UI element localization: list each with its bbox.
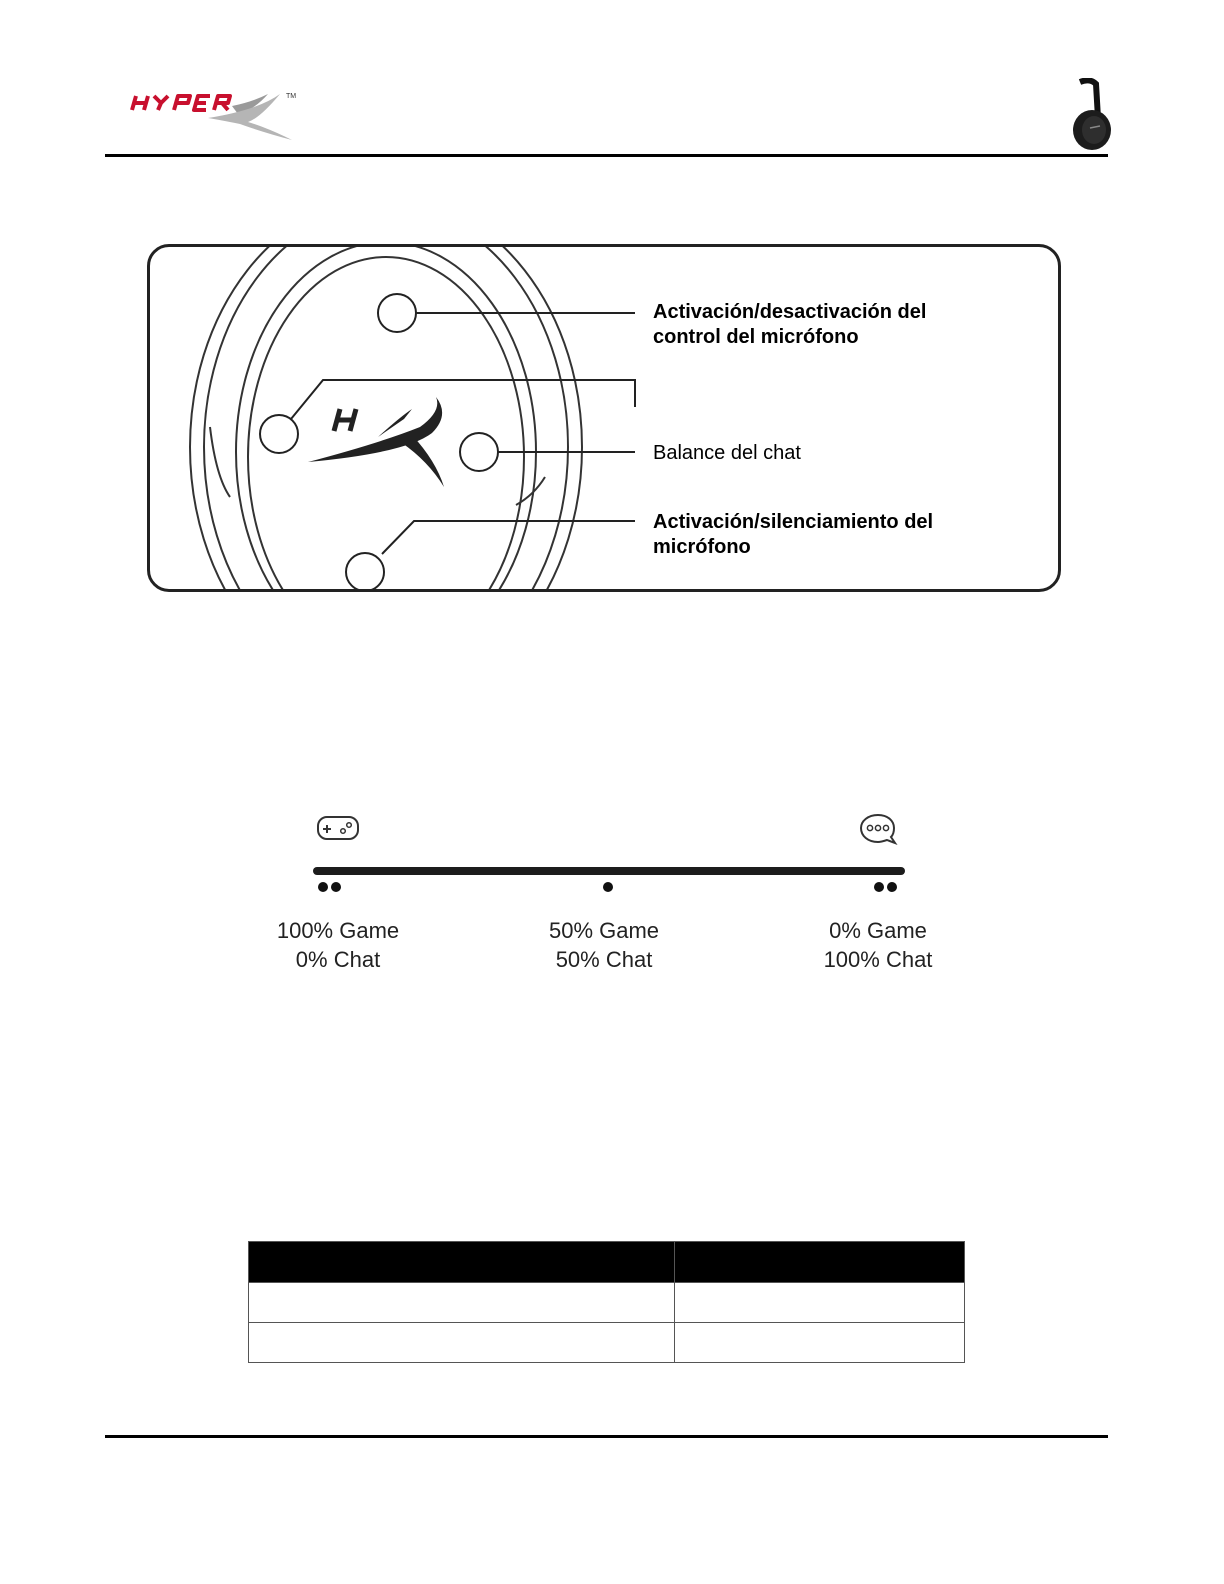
callout-chat-balance: Balance del chat — [653, 442, 801, 464]
headset-icon — [1066, 78, 1112, 152]
callout-mic-monitor: Activación/desactivación del control del micrófono — [653, 301, 927, 348]
table-header-cell — [249, 1242, 675, 1283]
stop-dots-left — [318, 882, 346, 892]
header-rule — [105, 154, 1108, 157]
stop-label-center: 50% Game 50% Chat — [548, 918, 660, 972]
chat-bubble-icon — [858, 812, 898, 846]
balance-track — [313, 867, 905, 875]
mic-mute-button — [346, 553, 384, 591]
chat-balance-dial — [460, 433, 498, 471]
mic-monitor-button — [378, 294, 416, 332]
left-button — [260, 415, 298, 453]
table-cell — [675, 1323, 965, 1363]
gamepad-icon — [316, 814, 362, 844]
callout-mic-mute: Activación/silenciamiento del micrófono — [653, 511, 934, 558]
earcup-hx-logo — [308, 397, 444, 487]
hyperx-logo — [128, 88, 300, 142]
svg-text:TM: TM — [286, 93, 297, 100]
table-header-cell — [675, 1242, 965, 1283]
table-cell — [249, 1283, 675, 1323]
earcup-diagram — [147, 244, 1061, 592]
footer-rule — [105, 1435, 1108, 1438]
stop-dot-center — [603, 882, 613, 892]
spec-table — [248, 1241, 965, 1363]
table-header-row — [249, 1242, 965, 1283]
stop-dots-right — [874, 882, 902, 892]
table-cell — [249, 1323, 675, 1363]
table-row — [249, 1283, 965, 1323]
table-row — [249, 1323, 965, 1363]
table-cell — [675, 1283, 965, 1323]
stop-label-right: 0% Game 100% Chat — [823, 918, 933, 972]
stop-label-left: 100% Game 0% Chat — [276, 918, 400, 972]
